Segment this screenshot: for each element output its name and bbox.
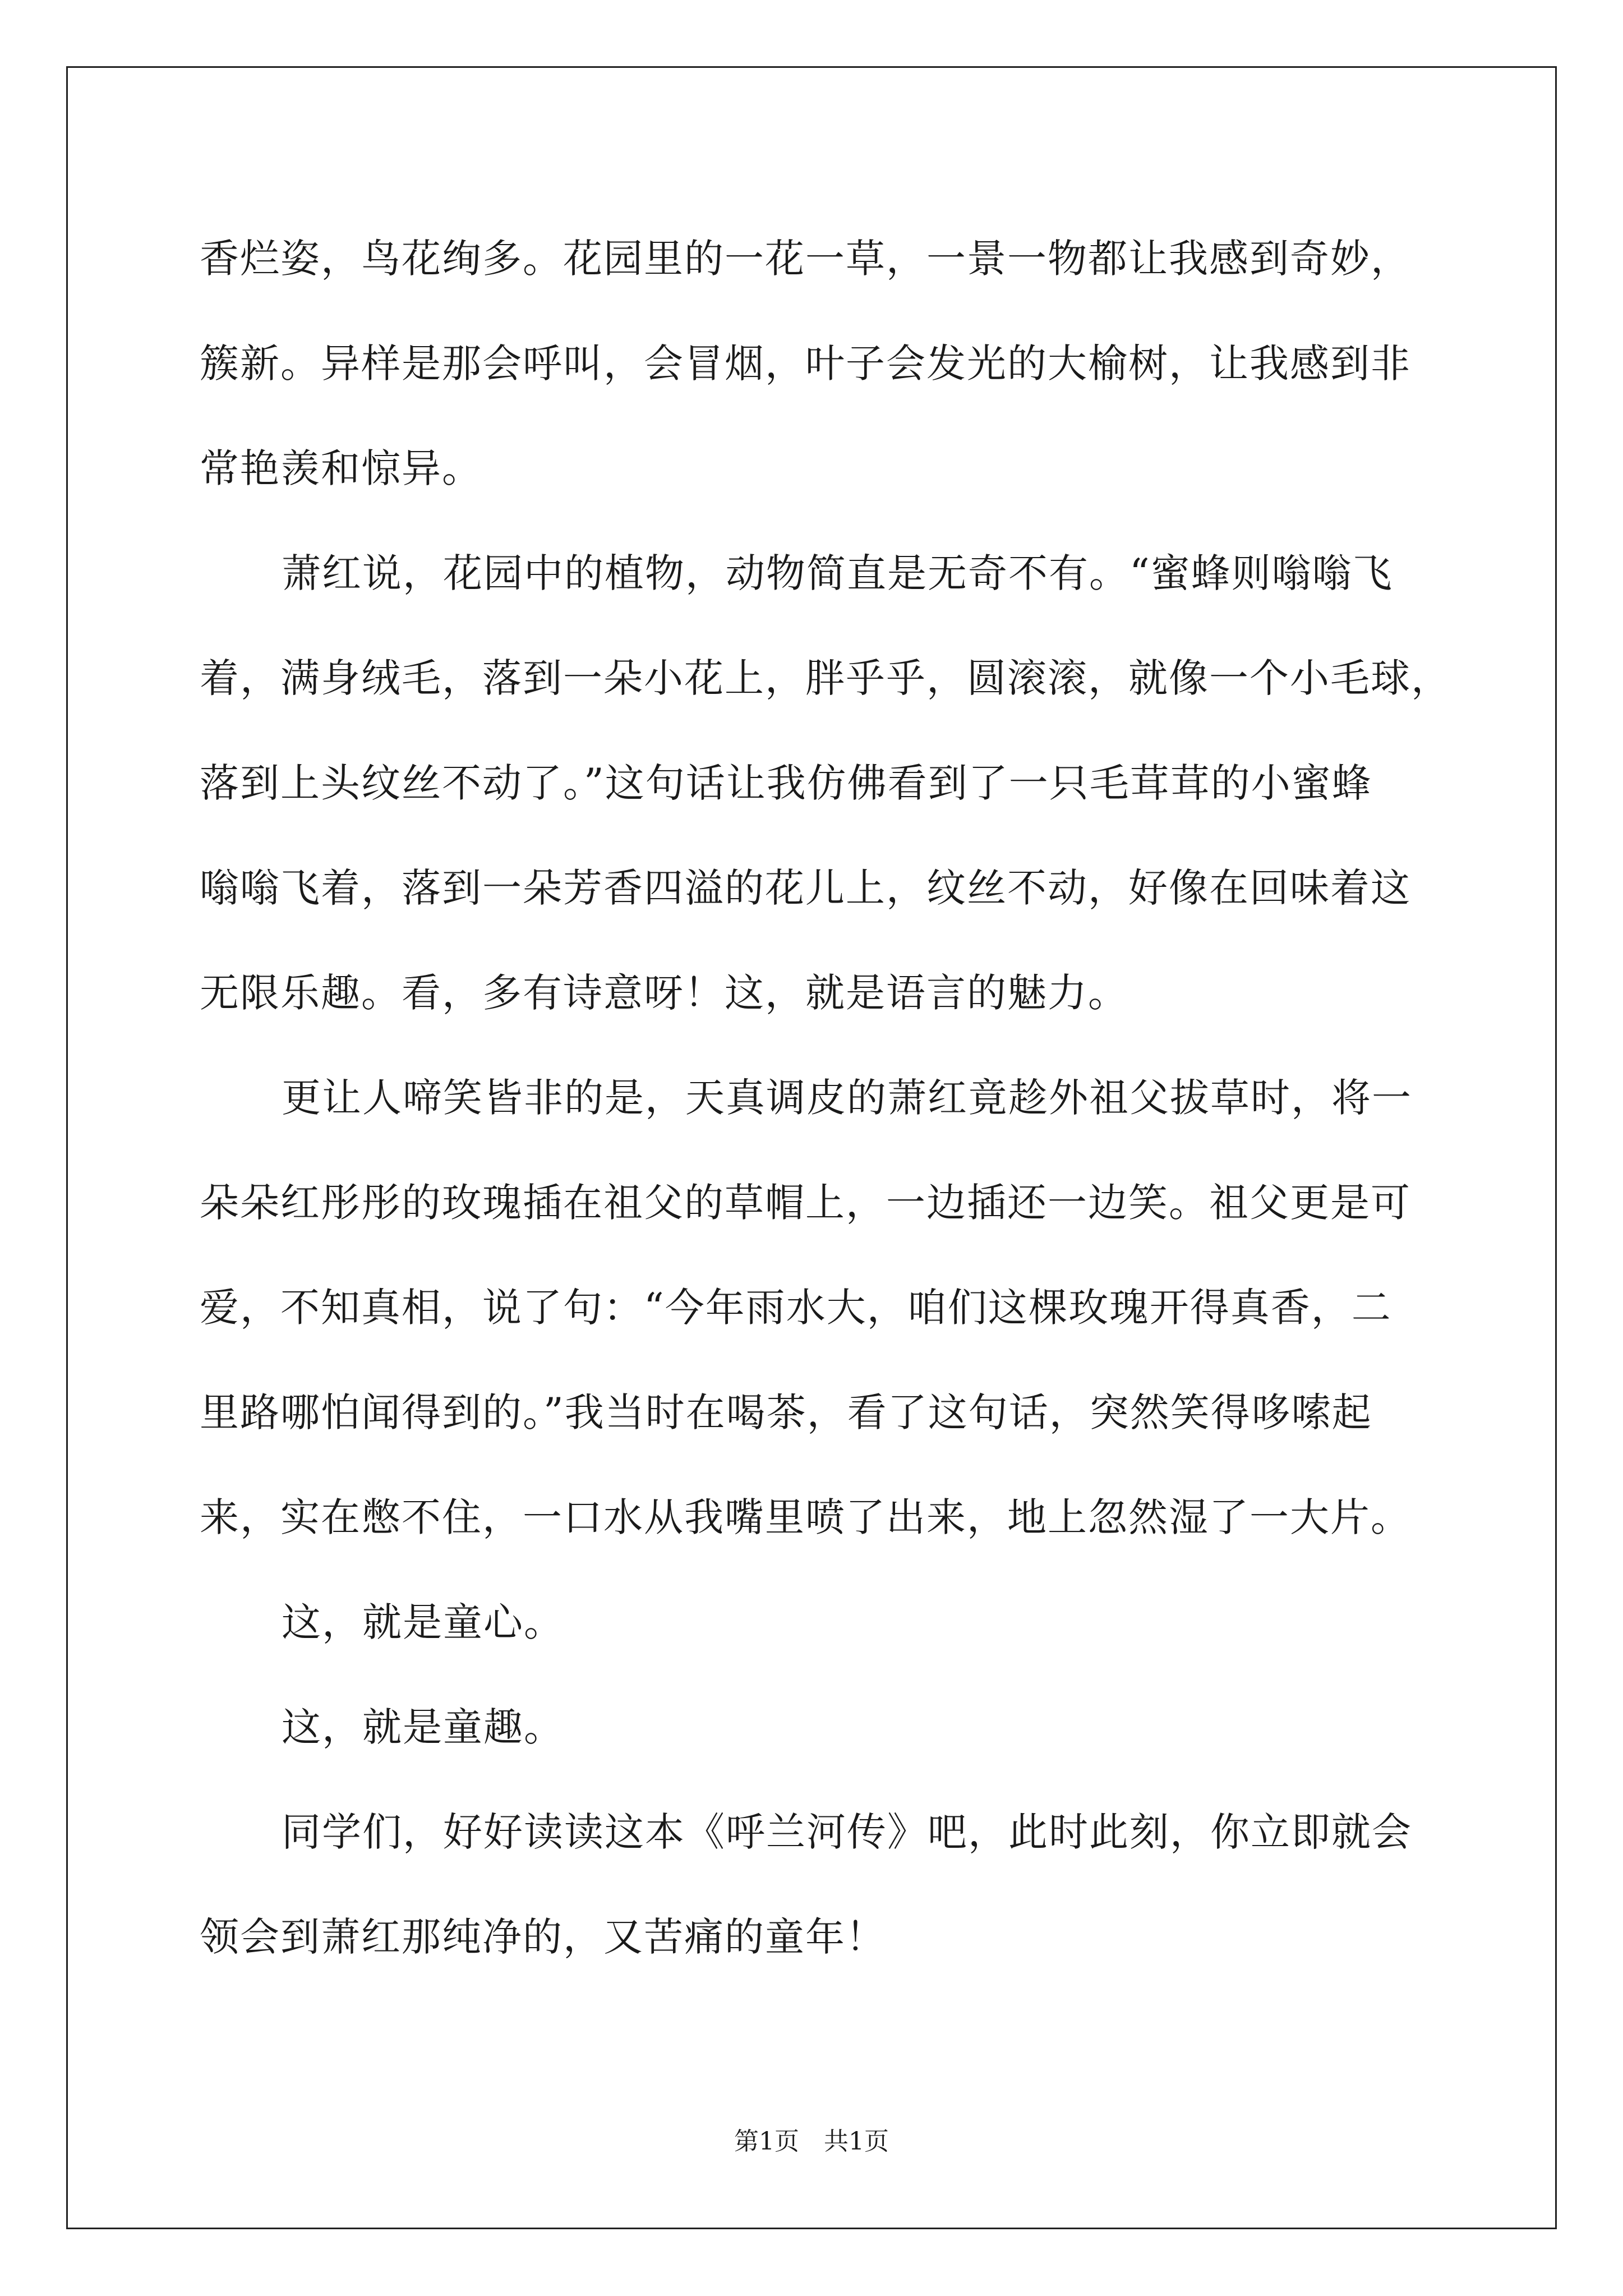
paragraph-start-line: 萧红说，花园中的植物，动物简直是无奇不有。“蜜蜂则嗡嗡飞 [282, 550, 1393, 596]
document-body [200, 206, 1451, 1990]
text-line: 领会到萧红那纯净的，又苦痛的童年！ [200, 1914, 886, 1960]
text-line: 香烂姿，鸟花绚多。花园里的一花一草，一景一物都让我感到奇妙， [200, 236, 1411, 282]
paragraph-start-line: 更让人啼笑皆非的是，天真调皮的萧红竟趁外祖父拔草时，将一 [282, 1075, 1412, 1121]
text-line: 朵朵红彤彤的玫瑰插在祖父的草帽上，一边插还一边笑。祖父更是可 [200, 1180, 1411, 1226]
text-line: 爱，不知真相，说了句：“今年雨水大，咱们这棵玫瑰开得真香，二 [200, 1285, 1392, 1331]
text-line: 落到上头纹丝不动了。”这句话让我仿佛看到了一只毛茸茸的小蜜蜂 [200, 760, 1372, 806]
text-line: 来，实在憋不住，一口水从我嘴里喷了出来，地上忽然湿了一大片。 [200, 1494, 1411, 1540]
text-line: 簇新。异样是那会呼叫，会冒烟，叶子会发光的大榆树，让我感到非 [200, 341, 1411, 386]
paragraph-start-line: 同学们，好好读读这本《呼兰河传》吧，此时此刻，你立即就会 [282, 1809, 1412, 1855]
text-line: 着，满身绒毛，落到一朵小花上，胖乎乎，圆滚滚，就像一个小毛球， [200, 655, 1451, 701]
text-line: 里路哪怕闻得到的。”我当时在喝茶，看了这句话，突然笑得哆嗦起 [200, 1389, 1372, 1435]
text-line: 无限乐趣。看，多有诗意呀！这，就是语言的魅力。 [200, 970, 1128, 1016]
paragraph-start-line: 这，就是童趣。 [282, 1704, 564, 1750]
text-line: 常艳羡和惊异。 [200, 445, 482, 491]
page-footer: 第1页 共1页 [734, 2127, 889, 2156]
text-line: 嗡嗡飞着，落到一朵芳香四溢的花儿上，纹丝不动，好像在回味着这 [200, 865, 1411, 911]
paragraph-start-line: 这，就是童心。 [282, 1599, 564, 1645]
